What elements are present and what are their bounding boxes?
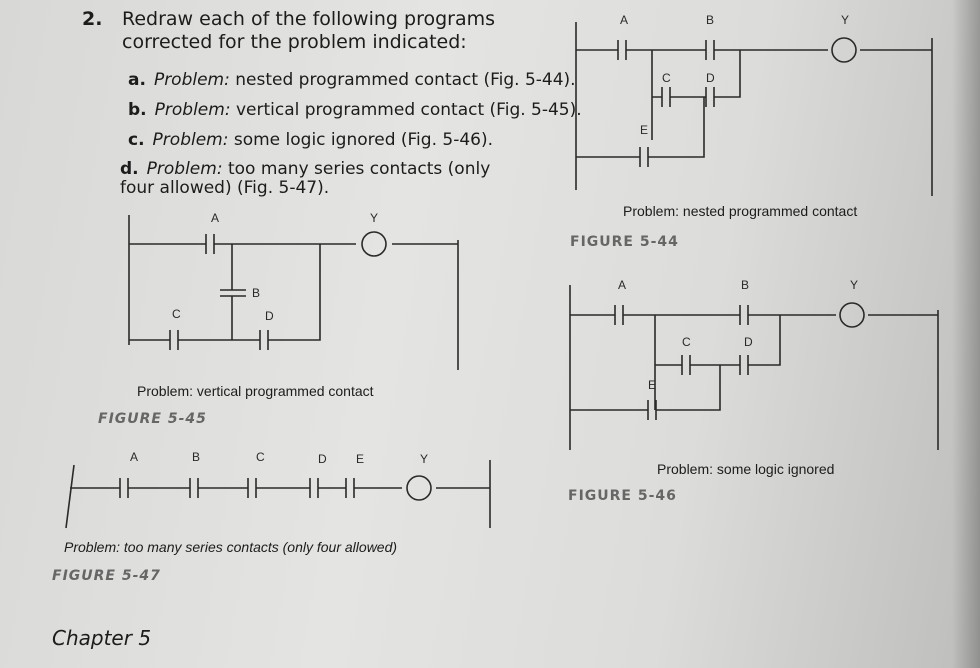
item-text: some logic ignored (Fig. 5-46). (233, 130, 494, 150)
contact-c-label: C (172, 307, 181, 321)
contact-a-label: A (618, 278, 627, 292)
item-text: too many series contacts (only four allowed) (Fig. 5-47). (120, 159, 491, 198)
fig-5-47-label: FIGURE 5-47 (52, 568, 161, 584)
item-letter: b. (128, 100, 147, 120)
contact-b-label: B (252, 286, 261, 300)
page-edge-shadow (952, 0, 980, 668)
coil-y (832, 38, 856, 62)
question-text: Redraw each of the following programs corrected for the problem indicated: (122, 8, 496, 53)
coil-y-label: Y (370, 211, 379, 225)
fig-5-45-label: FIGURE 5-45 (98, 411, 207, 427)
coil-y (407, 476, 431, 500)
contact-d-label: D (706, 71, 715, 85)
contact-d-label: D (265, 309, 274, 323)
coil-y (840, 303, 864, 327)
rung-1 (129, 234, 458, 254)
fig-5-44-caption: Problem: nested programmed contact (623, 203, 858, 219)
contact-c-label: C (256, 450, 265, 464)
coil-y-label: Y (841, 13, 850, 27)
item-letter: c. (128, 130, 145, 150)
fig-5-46-caption: Problem: some logic ignored (657, 461, 835, 477)
ladder-fig-5-47 (66, 450, 490, 528)
contact-a-label: A (211, 211, 220, 225)
item-problem-label: Problem: (154, 100, 231, 120)
contact-e-label: E (640, 123, 649, 137)
fig-5-45-caption: Problem: vertical programmed contact (137, 383, 374, 399)
coil-y-label: Y (420, 452, 429, 466)
contact-b-label: B (192, 450, 201, 464)
vertical-contact-b (220, 244, 246, 340)
item-problem-label: Problem: (152, 130, 229, 150)
item-text: vertical programmed contact (Fig. 5-45). (235, 100, 582, 120)
branch-c-d (652, 50, 740, 140)
item-letter: d. (120, 159, 139, 179)
fig-5-47-caption: Problem: too many series contacts (only four allowed) (64, 539, 398, 555)
rung-1 (70, 478, 490, 498)
coil-y-label: Y (850, 278, 859, 292)
item-problem-label: Problem: (153, 70, 230, 90)
left-rail (66, 465, 74, 528)
branch-e (570, 365, 720, 420)
item-problem-label: Problem: (146, 159, 223, 179)
branch-c-d (655, 315, 780, 410)
chapter-footer: Chapter 5 (52, 626, 152, 650)
item-letter: a. (128, 70, 146, 90)
contact-e-label: E (356, 452, 365, 466)
contact-c-label: C (682, 335, 691, 349)
question-number: 2. (82, 8, 103, 30)
contact-d-label: D (318, 452, 327, 466)
contact-e-label: E (648, 378, 657, 392)
contact-b-label: B (706, 13, 715, 27)
rung-1 (576, 40, 932, 60)
contact-b-label: B (741, 278, 750, 292)
fig-5-46-label: FIGURE 5-46 (568, 488, 677, 504)
ladder-fig-5-44 (576, 13, 932, 196)
contact-a-label: A (130, 450, 139, 464)
item-text: nested programmed contact (Fig. 5-44). (235, 70, 576, 90)
contact-c-label: C (662, 71, 671, 85)
ladder-fig-5-45 (129, 211, 458, 370)
rung-2 (129, 244, 320, 350)
coil-y (362, 232, 386, 256)
contact-a-label: A (620, 13, 629, 27)
contact-d-label: D (744, 335, 753, 349)
rung-1 (570, 305, 938, 325)
fig-5-44-label: FIGURE 5-44 (570, 234, 679, 250)
ladder-fig-5-46 (570, 278, 938, 450)
